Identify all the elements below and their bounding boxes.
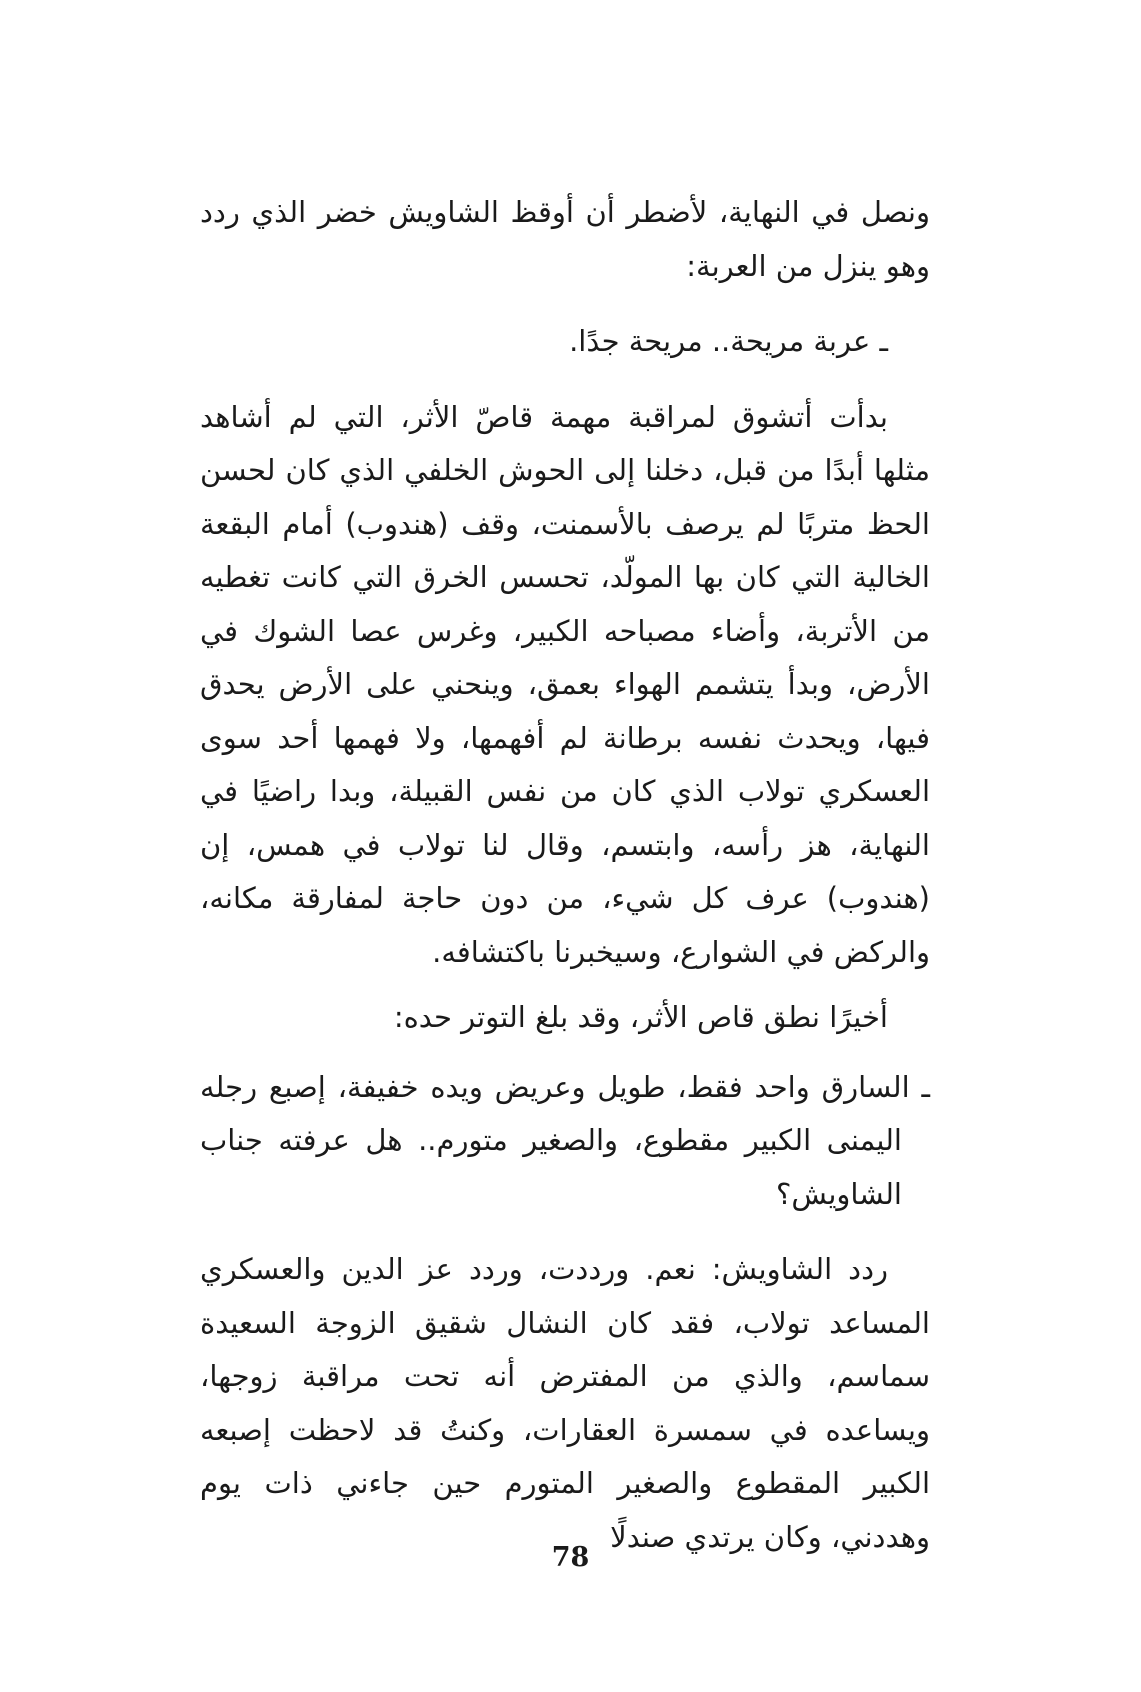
paragraph-narration-3: أخيرًا نطق قاص الأثر، وقد بلغ التوتر حده: xyxy=(393,1000,888,1034)
paragraph-narration-2: بدأت أتشوق لمراقبة مهمة قاصّ الأثر، التي لم أشاهد مثلها أبدًا من قبل، دخلنا إلى الحوش الخلفي الذي كان لحسن الحظ متربًا لم يرصف بالأسمنت، وقف (هندوب) أمام البقعة الخالية التي كان بها المولّد، تحسس الخرق التي كانت تغطيه من الأتربة، وأضاء مصباحه الكبير، وغرس عصا الشوك في الأرض، وبدأ يتشمم الهواء بعمق، وينحني على الأرض يحدق فيها، ويحدث نفسه برطانة لم أفهمها، ولا فهمها أحد سوى العسكري تولاب الذي كان من نفس القبيلة، وبدا راضيًا في النهاية، هز رأسه، وابتسم، وقال لنا تولاب في همس، إن (هندوب) عرف كل شيء، من دون حاجة لمفارقة مكانه، والركض في الشوارع، وسيخبرنا باكتشافه. xyxy=(200,399,930,969)
paragraph-narration-1: ونصل في النهاية، لأضطر أن أوقظ الشاويش خضر الذي ردد وهو ينزل من العربة: xyxy=(200,195,930,283)
paragraph-narration-4: ردد الشاويش: نعم. ورددت، وردد عز الدين والعسكري المساعد تولاب، فقد كان النشال شقيق الزوجة السعيدة سماسم، والذي من المفترض أنه تحت مراقبة زوجها، ويساعده في سمسرة العقارات، وكنتُ قد لاحظت إصبعه الكبير المقطوع والصغير المتورم حين جاءني ذات يوم وهددني، وكان يرتدي صندلًا xyxy=(200,1252,930,1554)
page-number: 78 xyxy=(551,1542,590,1573)
body-text xyxy=(200,186,930,1564)
paragraph-dialogue-1: ـ عربة مريحة.. مريحة جدًا. xyxy=(569,324,888,358)
paragraph-dialogue-2: ـ السارق واحد فقط، طويل وعريض ويده خفيفة، إصبع رجله اليمنى الكبير مقطوع، والصغير متورم.. هل عرفته جناب الشاويش؟ xyxy=(200,1069,930,1211)
